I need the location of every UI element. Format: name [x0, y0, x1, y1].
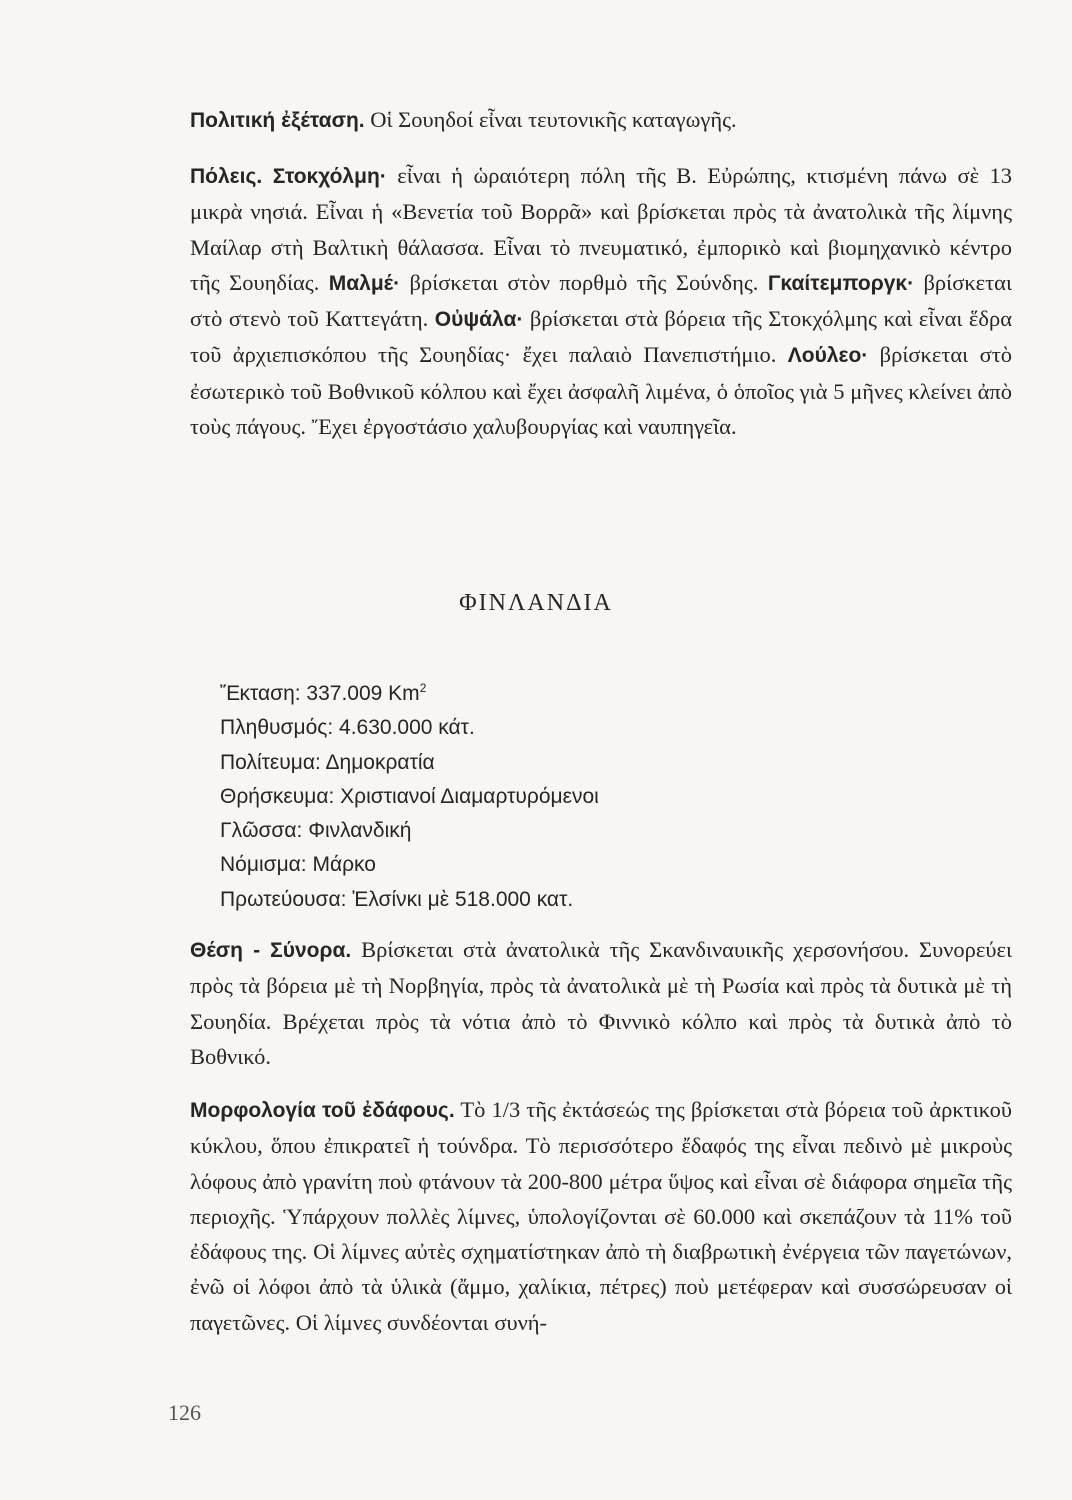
location-paragraph: [190, 932, 1012, 1074]
cities-paragraph: [190, 158, 1012, 444]
fact-population: Πληθυσμός: 4.630.000 κάτ.: [220, 716, 475, 740]
politics-paragraph: [190, 102, 1012, 138]
fact-government: Πολίτευμα: Δημοκρατία: [220, 750, 435, 774]
city-uppsala: Οὐψάλα·: [434, 308, 524, 332]
city-goteborg: Γκαίτεμποργκ·: [767, 271, 915, 295]
city-malmo: Μαλμέ·: [328, 271, 401, 295]
cities-text-5: βρίσκεται στὸ ἐσωτερικὸ τοῦ Βοθνικοῦ κόλπου καὶ ἔχει ἀσφαλῆ λιμένα, ὁ ὁποῖος γιὰ 5 μῆνες κλείνει ἀπὸ τοὺς πάγους. Ἔχει ἐργοστάσιο χαλυβουργίας καὶ ναυπηγεῖα.: [190, 342, 1012, 440]
morphology-text: Τὸ 1/3 τῆς ἐκτάσεώς της βρίσκεται στὰ βόρεια τοῦ ἀρκτικοῦ κύκλου, ὅπου ἐπικρατεῖ ἡ τούνδρα. Τὸ περισσότερο ἔδαφός της εἶναι πεδινὸ μὲ μικροὺς λόφους ἀπὸ γρανίτη ποὺ φτάνουν τὰ 200-800 μέτρα ὕψος καὶ εἶναι σὲ διάφορα σημεῖα τῆς περιοχῆς. Ὑπάρχουν πολλὲς λίμνες, ὑπολογίζονται σὲ 60.000 καὶ σκεπάζουν τὰ 11% τοῦ ἐδάφους της. Οἱ λίμνες αὐτὲς σχηματίστηκαν ἀπὸ τὴ διαβρωτικὴ ἐνέργεια τῶν παγετώνων, ἐνῶ οἱ λόφοι ἀπὸ τὰ ὑλικὰ (ἄμμο, χαλίκια, πέτρες) ποὺ μετέφεραν καὶ συσσώρευσαν οἱ παγετῶνες. Οἱ λίμνες συνδέονται συνή-: [190, 1097, 1012, 1335]
location-text: Βρίσκεται στὰ ἀνατολικὰ τῆς Σκανδιναυικῆς χερσονήσου. Συνορεύει πρὸς τὰ βόρεια μὲ τὴ Νορβηγία, πρὸς τὰ ἀνατολικὰ μὲ τὴ Ρωσία καὶ πρὸς τὰ δυτικὰ μὲ τὴ Σουηδία. Βρέχεται πρὸς τὰ νότια ἀπὸ τὸ Φιννικὸ κόλπο καὶ πρὸς τὰ δυτικὰ ἀπὸ τὸ Βοθνικό.: [190, 937, 1013, 1069]
finland-facts: [220, 671, 599, 917]
fact-area: [220, 671, 599, 711]
finland-heading: ΦΙΝΛΑΝΔΙΑ: [459, 590, 613, 616]
cities-text-1: εἶναι ἡ ὡραιότερη πόλη τῆς Β. Εὐρώπης, κτισμένη πάνω σὲ 13 μικρὰ νησιά. Εἶναι ἡ «Βενετία τοῦ Βορρᾶ» καὶ βρίσκεται πρὸς τὰ ἀνατολικὰ τῆς λίμνης Μαίλαρ στὴ Βαλτικὴ θάλασσα. Εἶναι τὸ πνευματικό, ἐμπορικὸ καὶ βιομηχανικὸ κέντρο τῆς Σουηδίας.: [190, 163, 1013, 295]
fact-religion: Θρήσκευμα: Χριστιανοί Διαμαρτυρόμενοι: [220, 784, 599, 808]
fact-area-unit-exponent: 2: [419, 681, 427, 695]
cities-text-2: βρίσκεται στὸν πορθμὸ τῆς Σούνδης.: [400, 269, 768, 295]
city-stockholm: Στοκχόλμη·: [272, 165, 387, 188]
cities-title: Πόλεις.: [190, 165, 263, 188]
cities-text-3: βρίσκεται στὸ στενὸ τοῦ Καττεγάτη.: [190, 269, 1012, 332]
city-lulea: Λούλεο·: [787, 344, 869, 368]
morphology-paragraph: [190, 1092, 1012, 1340]
politics-text: Οἱ Σουηδοί εἶναι τευτονικῆς καταγωγῆς.: [364, 107, 737, 132]
page-number: 126: [168, 1400, 201, 1425]
fact-currency: Νόμισμα: Μάρκο: [220, 853, 376, 877]
politics-title: Πολιτική ἐξέταση.: [190, 109, 365, 132]
fact-capital: Πρωτεύουσα: Ἐλσίνκι μὲ 518.000 κατ.: [220, 887, 574, 911]
cities-text-4: βρίσκεται στὰ βόρεια τῆς Στοκχόλμης καὶ εἶναι ἕδρα τοῦ ἀρχιεπισκόπου τῆς Σουηδίας· ἔχει παλαιὸ Πανεπιστήμιο.: [190, 306, 1013, 368]
fact-area-text: Ἔκταση: 337.009 Km: [220, 682, 420, 705]
morphology-title: Μορφολογία τοῦ ἐδάφους.: [190, 1099, 455, 1122]
fact-language: Γλῶσσα: Φινλανδική: [220, 819, 412, 843]
location-title: Θέση - Σύνορα.: [190, 939, 352, 962]
